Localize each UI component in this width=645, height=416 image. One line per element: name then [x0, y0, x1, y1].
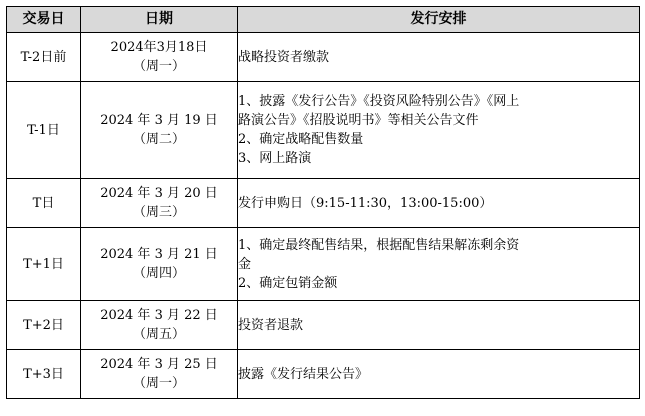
- date-text: 2024 年 3 月 21 日: [100, 247, 218, 262]
- arrangement-line: 金: [238, 256, 252, 272]
- date-cell: [81, 179, 238, 228]
- date-cell: [81, 228, 238, 301]
- table-row: [7, 33, 640, 82]
- arrangement-cell: [238, 33, 640, 82]
- arrangement-line: 投资者退款: [238, 317, 304, 333]
- issuance-schedule-table: [6, 6, 640, 399]
- date-text: 2024 年 3 月 25 日: [100, 357, 218, 372]
- weekday-text: （周四）: [132, 266, 185, 281]
- weekday-text: （周一）: [132, 59, 185, 74]
- header-row: [7, 7, 640, 33]
- header-date: 日期: [81, 7, 238, 33]
- arrangement-cell: [238, 350, 640, 399]
- table-row: [7, 301, 640, 350]
- date-text: 2024 年 3 月 19 日: [100, 113, 218, 128]
- header-arrangement: 发行安排: [238, 7, 640, 33]
- trading-day-cell: T+1日: [7, 228, 81, 301]
- date-cell: [81, 33, 238, 82]
- date-cell: [81, 82, 238, 179]
- arrangement-cell: [238, 301, 640, 350]
- header-trading-day: 交易日: [7, 7, 81, 33]
- date-text: 2024 年 3 月 20 日: [100, 186, 218, 201]
- arrangement-line: 路演公告》《招股说明书》等相关公告文件: [238, 113, 479, 128]
- arrangement-line: 战略投资者缴款: [238, 49, 330, 65]
- arrangement-line: 1、确定最终配售结果，根据配售结果解冻剩余资: [238, 237, 520, 253]
- weekday-text: （周三）: [132, 205, 185, 220]
- date-cell: [81, 301, 238, 350]
- table-row: [7, 179, 640, 228]
- trading-day-cell: T-1日: [7, 82, 81, 179]
- table-row: [7, 350, 640, 399]
- date-text: 2024年3月18日: [110, 40, 208, 55]
- arrangement-line: 披露《发行结果公告》: [238, 366, 369, 382]
- trading-day-cell: T日: [7, 179, 81, 228]
- arrangement-line: 2、确定战略配售数量: [238, 132, 364, 147]
- arrangement-cell: [238, 82, 640, 179]
- arrangement-line: 发行申购日（9:15-11:30，13:00-15:00）: [238, 195, 493, 211]
- arrangement-cell: [238, 228, 640, 301]
- date-text: 2024 年 3 月 22 日: [100, 308, 218, 323]
- weekday-text: （周二）: [132, 132, 185, 147]
- table-row: [7, 228, 640, 301]
- date-cell: [81, 350, 238, 399]
- weekday-text: （周五）: [132, 327, 185, 342]
- arrangement-line: 2、确定包销金额: [238, 275, 338, 291]
- trading-day-cell: T+3日: [7, 350, 81, 399]
- weekday-text: （周一）: [132, 376, 185, 391]
- trading-day-cell: T-2日前: [7, 33, 81, 82]
- arrangement-line: 3、网上路演: [238, 151, 312, 166]
- arrangement-cell: [238, 179, 640, 228]
- trading-day-cell: T+2日: [7, 301, 81, 350]
- table-row: [7, 82, 640, 179]
- arrangement-line: 1、披露《发行公告》《投资风险特别公告》《网上: [238, 94, 520, 109]
